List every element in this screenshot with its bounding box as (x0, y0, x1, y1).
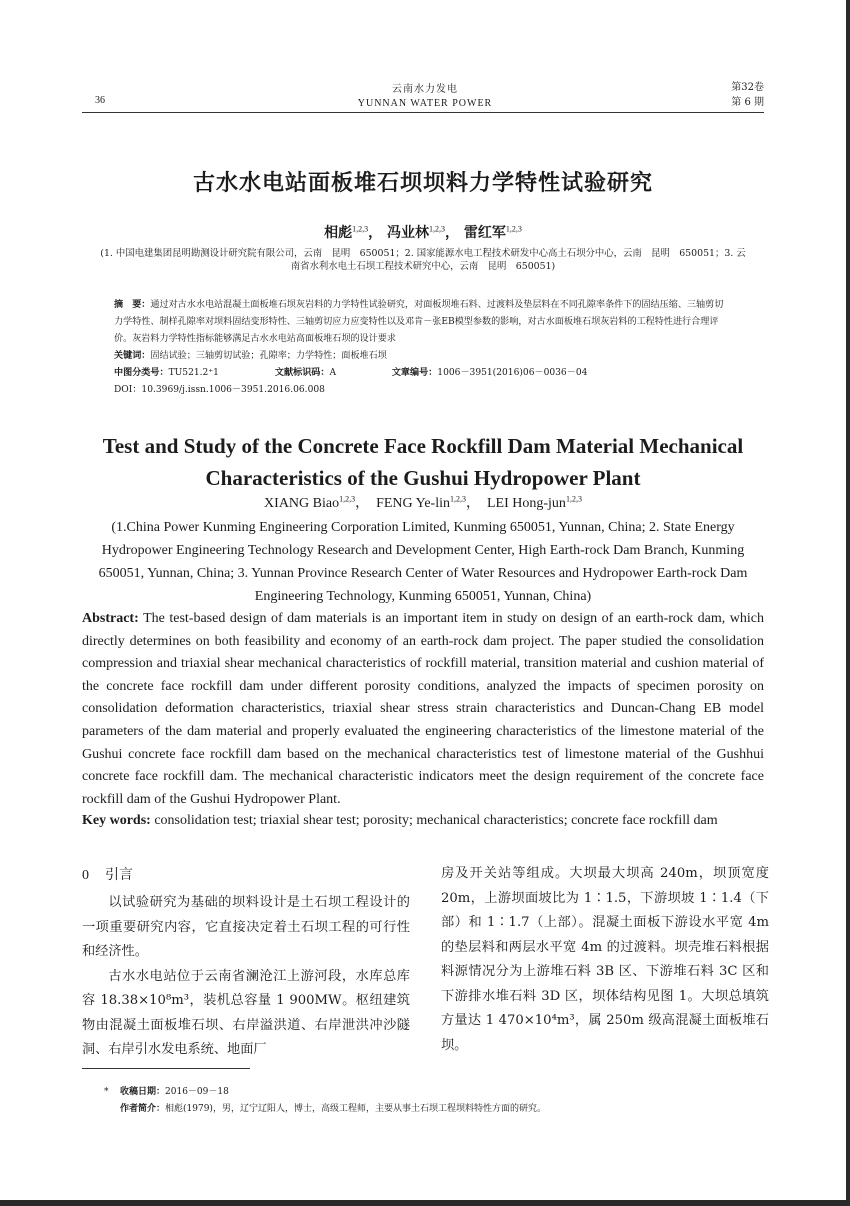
section-title: 引言 (105, 867, 133, 883)
footnote (104, 1084, 764, 1118)
author-sup: 1,2,3 (429, 224, 445, 234)
author-sup-en: 1,2,3 (339, 494, 356, 504)
title-en-line2: Characteristics of the Gushui Hydropower Plant (205, 466, 641, 490)
clc-value: TU521.2⁺1 (168, 368, 219, 378)
abstract-en (82, 608, 764, 811)
keywords-en-text: consolidation test; triaxial shear test; porosity; mechanical characteristics; concrete face rockfill dam (154, 813, 718, 828)
received-value: 2016－09－18 (165, 1087, 229, 1097)
body-column-right (441, 862, 769, 1058)
author-name: 相彪 (324, 225, 353, 241)
author-sup-en: 1,2,3 (450, 494, 466, 504)
abstract-en-text: The test-based design of dam materials is an important item in study on design of an earth-rock dam, which directly determines on both feasibility and economy of an earth-rock dam project. The paper studied the consolidation compression and triaxial shear mechanical characteristics of rockfill material, transition material and cushion material of the concrete face rockfill dam under different porosity conditions, analyzed the impacts of specimen porosity on consolidation deformation characteristics, triaxial shear stress strain characteristics and Duncan-Chang EB model parameters of the dam material and properly evaluated the engineering characteristics of the limestone material of the Gushui concrete face rockfill dam based on the mechanical characteristics test of limestone material of the Gushhui concrete face rockfill dam. The mechanical characteristic indicators meet the design requirement of the concrete face rockfill dam of the Gushui Hydropower Plant. (82, 611, 765, 807)
body-column-left (82, 862, 410, 1063)
title-en (82, 430, 764, 494)
paragraph: 以试验研究为基础的坝料设计是土石坝工程设计的一项重要研究内容，它直接决定着土石坝工程的可行性和经济性。 (82, 895, 410, 959)
author-bio (108, 1101, 764, 1118)
author-sep: ， (466, 496, 480, 511)
abstract-block-cn (114, 297, 732, 399)
author-name: 雷红军 (463, 225, 506, 241)
author-sep: ， (355, 496, 370, 511)
volume: 第32卷 (731, 82, 764, 93)
page-number: 36 (95, 95, 105, 106)
abstract-cn-text: 通过对古水水电站混凝土面板堆石坝灰岩料的力学特性试验研究，对面板坝堆石料、过渡料及垫层料在不同孔隙率条件下的固结压缩、三轴剪切力学特性、制样孔隙率对坝料固结变形特性、三轴剪切应力应变特性以及邓肯－张EB模型参数的影响，对古水面板堆石坝灰岩料的工程特性进行合理评价。灰岩料力学特性指标能够满足古水水电站高面板堆石坝的设计要求 (114, 300, 724, 344)
keywords-en-label: Key words: (82, 813, 151, 828)
doc-code (275, 365, 389, 382)
section-number: 0 (82, 868, 89, 883)
article-label: 文章编号： (391, 368, 438, 378)
abstract-en-label: Abstract: (82, 611, 139, 626)
keywords-cn-text: 固结试验；三轴剪切试验；孔隙率；力学特性；面板堆石坝 (150, 351, 387, 361)
received-date (108, 1084, 764, 1101)
issue: 第 6 期 (731, 97, 764, 108)
article-code (392, 365, 588, 382)
clc-label: 中图分类号： (114, 368, 169, 378)
title-en-line1: Test and Study of the Concrete Face Rockfill Dam Material Mechanical (102, 434, 744, 458)
paragraph: 古水水电站位于云南省澜沧江上游河段，水库总库容 18.38×10⁸m³，装机总容量 1 900MW。枢纽建筑物由混凝土面板堆石坝、右岸溢洪道、右岸泄洪冲沙隧洞、右岸引水发电系统、地面厂 (82, 968, 410, 1057)
doi: DOI：10.3969/j.issn.1006－3951.2016.06.008 (114, 385, 325, 395)
abstract-cn (114, 297, 732, 348)
keywords-cn-label: 关键词： (114, 351, 151, 361)
affiliations-en: (1.China Power Kunming Engineering Corporation Limited, Kunming 650051, Yunnan, China; 2. State Energy Hydropower Engineering Technology Research and Development Center, High Earth-rock Dam Branch, Kunming 650051, Yunnan, China; 3. Yunnan Province Research Center of Water Resources and Hydropower Earth-rock Dam Engineering Technology, Kunming 650051, Yunnan, China) (98, 520, 748, 604)
doc-value: A (329, 368, 337, 378)
article-value: 1006－3951(2016)06－0036－04 (437, 368, 588, 378)
authors-cn (82, 222, 764, 242)
footnote-rule (82, 1068, 250, 1069)
paragraph: 房及开关站等组成。大坝最大坝高 240m，坝顶宽度 20m，上游坝面坡比为 1∶1.5，下游坝坡 1∶1.4（下部）和 1∶1.7（上部）。混凝土面板下游设水平宽 4m 的垫层料和两层水平宽 4m 的过渡料。坝壳堆石料根据料源情况分为上游堆石料 3B 区、下游堆石料 3C 区和下游排水堆石料 3D 区，坝体结构见图 1。大坝总填筑方量达 1 470×10⁴m³，属 250m 级高混凝土面板堆石坝。 (441, 866, 769, 1053)
classification-row (114, 365, 732, 382)
abstract-cn-label: 摘 要： (114, 300, 151, 310)
header-rule (82, 112, 764, 113)
author-sup: 1,2,3 (352, 224, 369, 234)
affiliations-cn: (1. 中国电建集团昆明勘测设计研究院有限公司，云南 昆明 650051；2. 国家能源水电工程技术研发中心高土石坝分中心，云南 昆明 650051；3. 云南省水利水电土石坝工程技术研究中心，云南 昆明 650051) (100, 248, 746, 272)
journal-name-cn: 云南水力发电 (392, 84, 458, 95)
author-name-en: LEI Hong-jun (487, 496, 566, 511)
author-name-en: XIANG Biao (264, 496, 340, 511)
author-sup: 1,2,3 (505, 224, 522, 234)
author-sep: ， (368, 225, 383, 241)
author-bio-label: 作者简介： (120, 1104, 166, 1114)
author-name: 冯业林 (387, 225, 429, 241)
received-label: 收稿日期： (120, 1087, 166, 1097)
authors-en (82, 492, 764, 512)
author-bio-value: 相彪(1979)，男，辽宁辽阳人，博士，高级工程师，主要从事土石坝工程坝料特性方面的研究。 (165, 1104, 546, 1114)
doc-label: 文献标识码： (274, 368, 330, 378)
footnote-star: * (104, 1087, 109, 1097)
journal-header (300, 80, 550, 109)
keywords-cn (114, 348, 732, 365)
author-sup-en: 1,2,3 (565, 494, 582, 504)
author-sep: ， (445, 225, 459, 241)
author-name-en: FENG Ye-lin (376, 496, 450, 511)
volume-issue (731, 80, 764, 110)
keywords-en (82, 813, 764, 829)
section-heading (82, 862, 410, 889)
title-cn: 古水水电站面板堆石坝坝料力学特性试验研究 (192, 171, 653, 196)
clc-code (114, 365, 272, 382)
journal-name-en: YUNNAN WATER POWER (357, 98, 493, 109)
